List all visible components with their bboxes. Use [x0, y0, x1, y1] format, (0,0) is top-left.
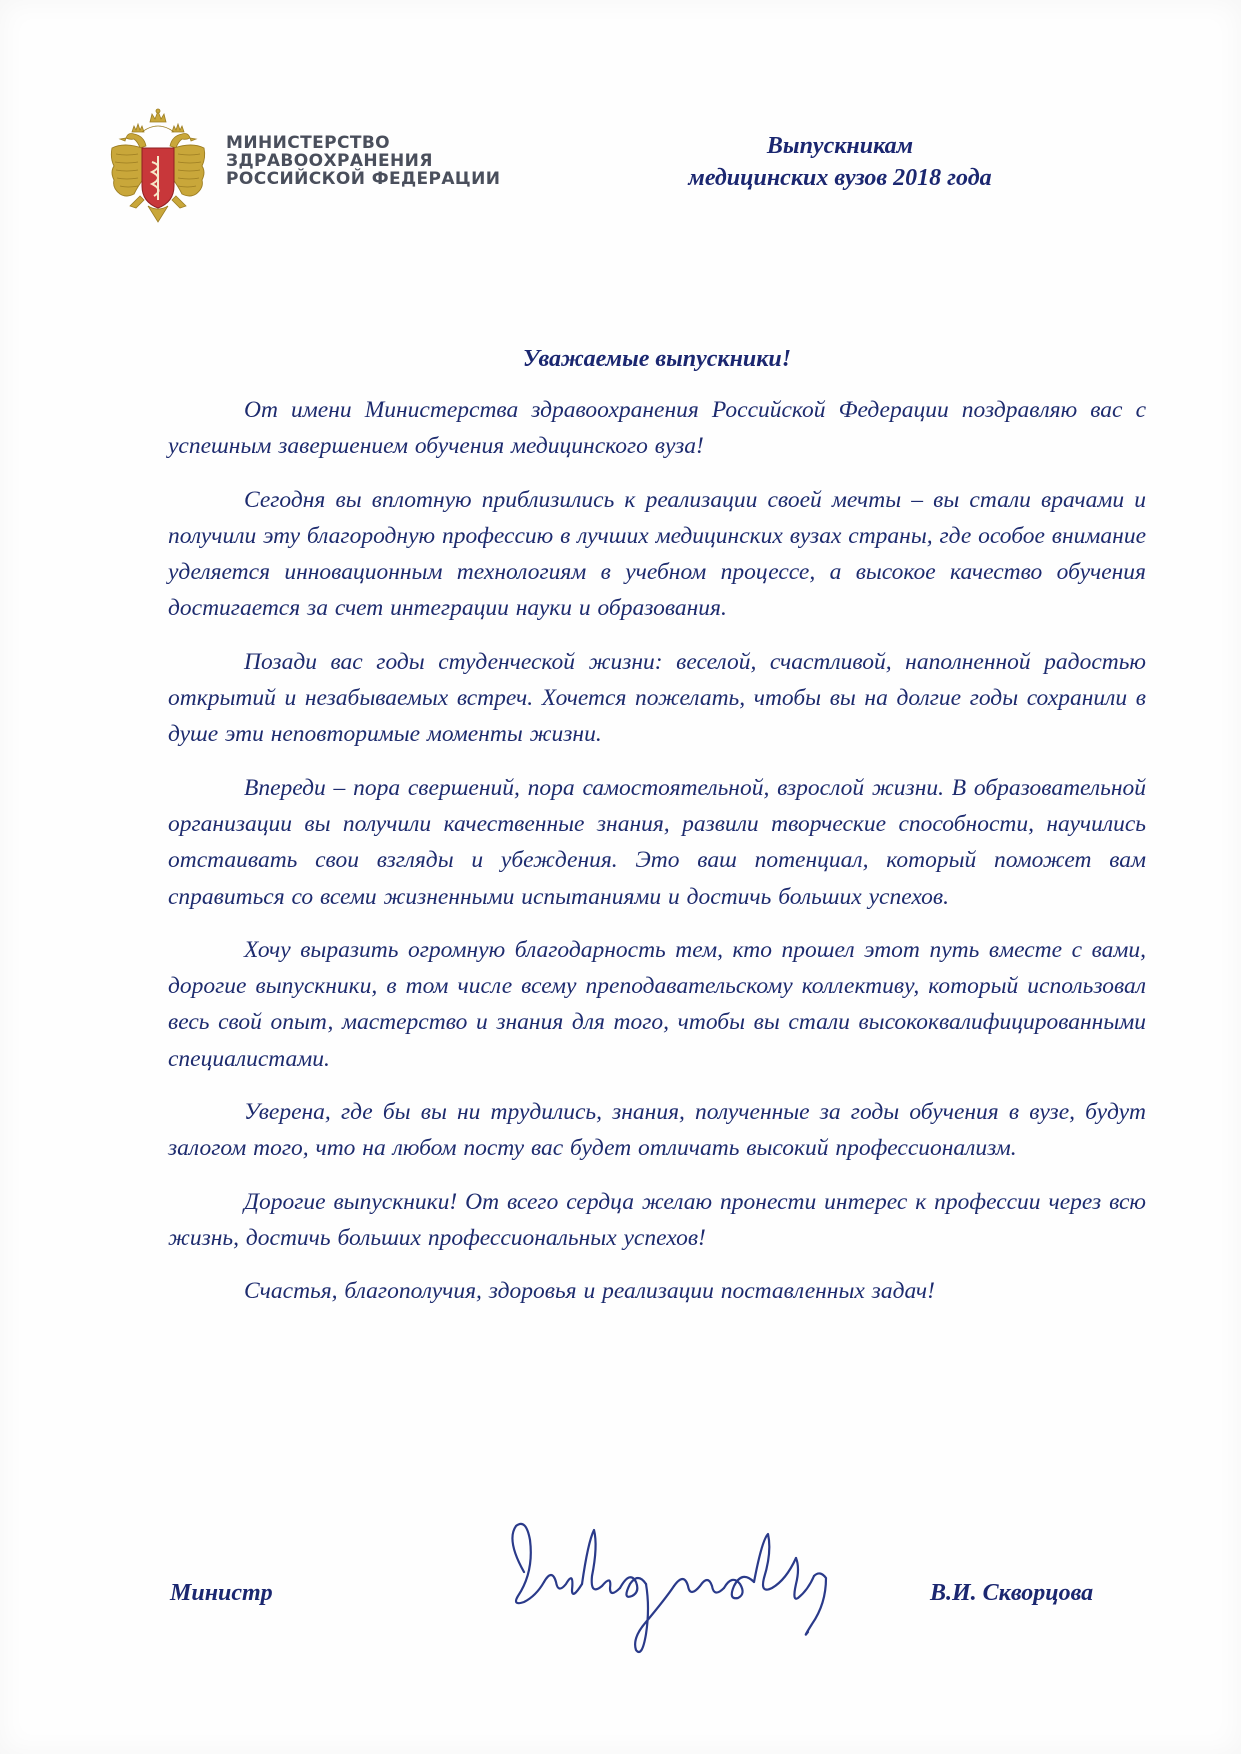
- addressee: [640, 130, 1040, 194]
- ministry-line: МИНИСТЕРСТВО: [226, 133, 391, 153]
- letter-paragraph: Сегодня вы вплотную приблизились к реализации своей мечты – вы стали врачами и получили эту благородную профессию в лучших медицинских вузах страны, где особое внимание уделяется инновационным технологиям в учебном процессе, а высокое качество обучения достигается за счет интеграции науки и образования.: [168, 486, 1146, 622]
- addressee-line: Выпускникам: [766, 133, 914, 159]
- ministry-line: РОССИЙСКОЙ ФЕДЕРАЦИИ: [226, 169, 501, 189]
- ministry-line: ЗДРАВООХРАНЕНИЯ: [226, 151, 433, 171]
- double-headed-eagle-emblem-icon: [104, 108, 212, 224]
- letter-paragraph: Счастья, благополучия, здоровья и реализации поставленных задач!: [244, 1278, 935, 1305]
- letter-paragraph: Впереди – пора свершений, пора самостоятельной, взрослой жизни. В образовательной организации вы получили качественные знания, развили творческие способности, научились отстаивать свои взгляды и убеждения. Это ваш потенциал, который поможет вам справиться со всеми жизненными испытаниями и достичь больших успехов.: [168, 774, 1146, 910]
- letter-greeting: Уважаемые выпускники!: [522, 346, 792, 372]
- ministry-name: [226, 134, 500, 188]
- letter-paragraph: Уверена, где бы вы ни трудились, знания, полученные за годы обучения в вузе, будут залогом того, что на любом посту вас будет отличать высокий профессионализм.: [168, 1099, 1146, 1162]
- letter-paragraph: Дорогие выпускники! От всего сердца желаю пронести интерес к профессии через всю жизнь, достичь больших профессиональных успехов!: [168, 1188, 1146, 1251]
- signatory-name: В.И. Скворцова: [930, 1580, 1094, 1606]
- letter-body: [168, 392, 1146, 1327]
- letter-paragraph: Позади вас годы студенческой жизни: веселой, счастливой, наполненной радостью открытий и незабываемых встреч. Хочется пожелать, чтобы вы на долгие годы сохранили в душе эти неповторимые моменты жизни.: [168, 648, 1146, 748]
- signatory-title: Министр: [170, 1580, 273, 1606]
- addressee-line: медицинских вузов 2018 года: [688, 165, 992, 191]
- letter-paragraph: Хочу выразить огромную благодарность тем, кто прошел этот путь вместе с вами, дорогие выпускники, в том числе всему преподавательскому коллективу, который использовал весь свой опыт, мастерство и знания для того, чтобы вы стали высококвалифицированными специалистами.: [168, 936, 1146, 1072]
- letter-paragraph: От имени Министерства здравоохранения Российской Федерации поздравляю вас с успешным завершением обучения медицинского вуза!: [168, 397, 1146, 460]
- handwritten-signature-icon: [496, 1512, 846, 1662]
